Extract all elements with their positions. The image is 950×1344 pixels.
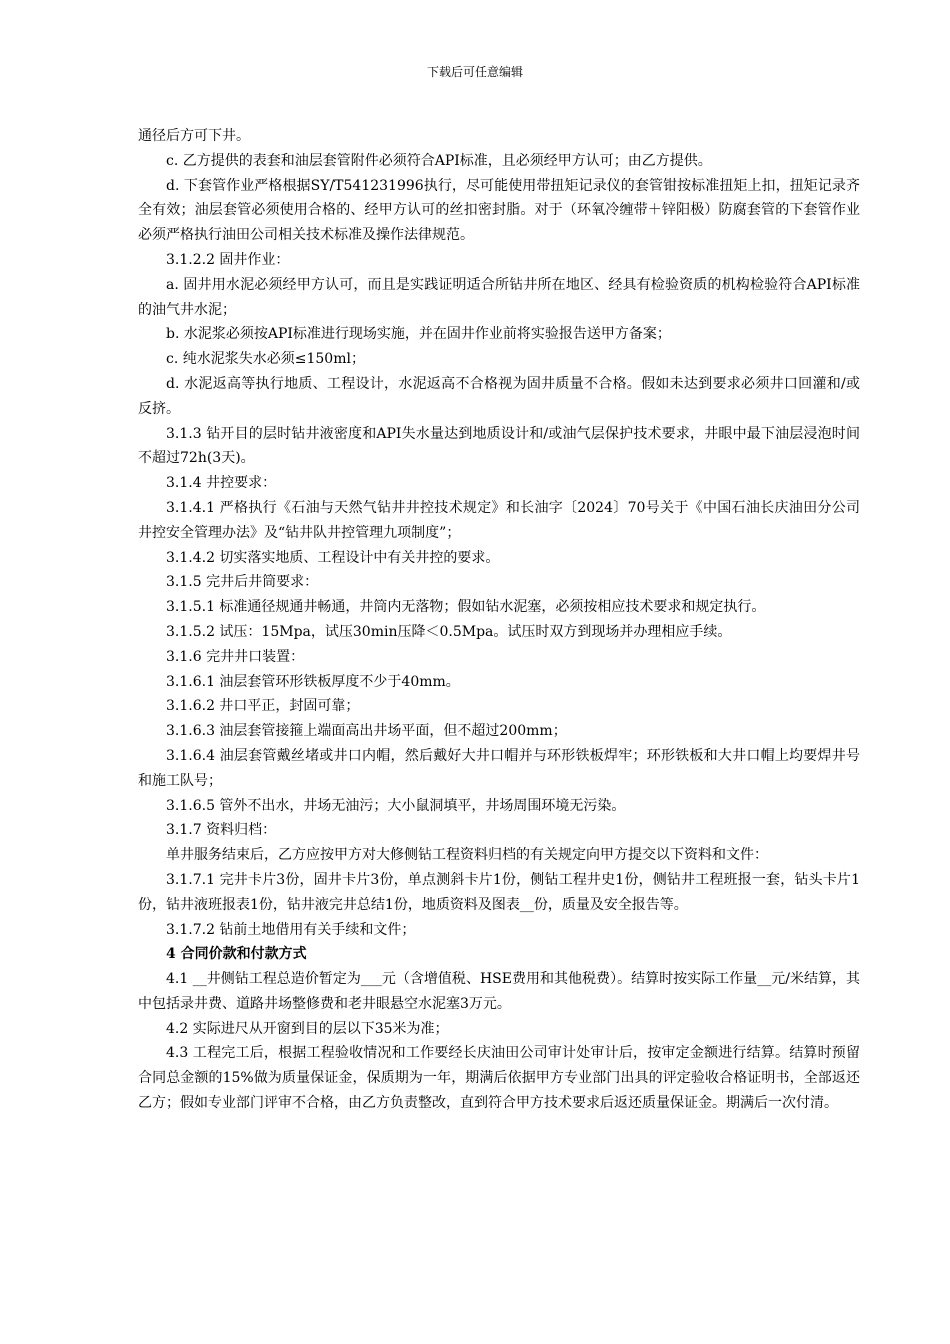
paragraph: d. 下套管作业严格根据SY/T541231996执行，尽可能使用带扭矩记录仪的套管钳按标准扭矩上扣，扭矩记录齐全有效；油层套管必须使用合格的、经甲方认可的丝扣密封脂。对于（环氧冷缠带＋锌阳极）防腐套管的下套管作业必须严格执行油田公司相关技术标准及操作法律规范。: [138, 177, 860, 244]
paragraph: 3.1.5 完井后井筒要求：: [166, 574, 319, 591]
paragraph: 3.1.3 钻开目的层时钻井液密度和API失水量达到地质设计和/或油气层保护技术要求，井眼中最下油层浸泡时间不超过72h(3天)。: [138, 425, 860, 467]
paragraph: 4.1 __井侧钻工程总造价暂定为___元（含增值税、HSE费用和其他税费）。结算时按实际工作量__元/米结算，其中包括录井费、道路井场整修费和老井眼悬空水泥塞3万元。: [138, 971, 860, 1012]
paragraph: 4.3 工程完工后，根据工程验收情况和工作要经长庆油田公司审计处审计后，按审定金额进行结算。结算时预留合同总金额的15%做为质量保证金，保质期为一年，期满后依据甲方专业部门出具的评定验收合格证明书，全部返还乙方；假如专业部门评审不合格，由乙方负责整改，直到符合甲方技术要求后返还质量保证金。期满后一次付清。: [138, 1045, 860, 1112]
paragraph: 单井服务结束后，乙方应按甲方对大修侧钻工程资料归档的有关规定向甲方提交以下资料和文件：: [166, 847, 768, 864]
paragraph: 通径后方可下井。: [138, 128, 250, 144]
paragraph: 3.1.7 资料归档：: [166, 822, 277, 839]
paragraph: 3.1.4.1 严格执行《石油与天然气钻井井控技术规定》和长油字〔2024〕70号关于《中国石油长庆油田分公司井控安全管理办法》及“钻井队井控管理九项制度”；: [138, 499, 860, 541]
paragraph: 3.1.7.1 完井卡片3份，固井卡片3份，单点测斜卡片1份，侧钻工程井史1份，侧钻井工程班报一套，钻头卡片1份，钻井液班报表1份，钻井液完井总结1份，地质资料及图表__份，质量及安全报告等。: [138, 871, 860, 913]
document-body: [138, 124, 860, 1116]
paragraph: 3.1.6.4 油层套管戴丝堵或井口内帽，然后戴好大井口帽并与环形铁板焊牢；环形铁板和大井口帽上均要焊井号和施工队号；: [138, 747, 860, 789]
paragraph: 4.2 实际进尺从开窗到目的层以下35米为准；: [166, 1020, 449, 1037]
paragraph: 3.1.5.2 试压：15Mpa，试压30min压降＜0.5Mpa。试压时双方到现场并办理相应手续。: [166, 623, 732, 640]
paragraph: 3.1.6.1 油层套管环形铁板厚度不少于40mm。: [166, 673, 460, 690]
paragraph: 3.1.4 井控要求：: [166, 475, 277, 492]
paragraph: 3.1.6.5 管外不出水，井场无油污；大小鼠洞填平，井场周围环境无污染。: [166, 797, 626, 814]
paragraph: 3.1.4.2 切实落实地质、工程设计中有关井控的要求。: [166, 549, 500, 566]
paragraph: a. 固井用水泥必须经甲方认可，而且是实践证明适合所钻井所在地区、经具有检验资质的机构检验符合API标准的油气井水泥；: [138, 276, 860, 318]
paragraph: b. 水泥浆必须按API标准进行现场实施，并在固井作业前将实验报告送甲方备案；: [166, 326, 671, 343]
page-header: 下载后可任意编辑: [426, 65, 523, 79]
paragraph: 3.1.6.2 井口平正，封固可靠；: [166, 698, 360, 715]
paragraph: c. 乙方提供的表套和油层套管附件必须符合API标准，且必须经甲方认可；由乙方提供。: [166, 152, 712, 169]
section-heading: 4 合同价款和付款方式: [166, 946, 307, 963]
paragraph: c. 纯水泥浆失水必须≤150ml；: [166, 351, 365, 368]
paragraph: 3.1.6 完井井口装置：: [166, 648, 305, 665]
paragraph: 3.1.2.2 固井作业：: [166, 251, 290, 268]
paragraph: 3.1.5.1 标准通径规通井畅通，井筒内无落物；假如钻水泥塞，必须按相应技术要求和规定执行。: [166, 599, 766, 616]
paragraph: 3.1.6.3 油层套管接箍上端面高出井场平面，但不超过200mm；: [166, 723, 567, 740]
paragraph: d. 水泥返高等执行地质、工程设计，水泥返高不合格视为固井质量不合格。假如未达到要求必须井口回灌和/或反挤。: [138, 375, 860, 417]
paragraph: 3.1.7.2 钻前土地借用有关手续和文件；: [166, 921, 416, 938]
